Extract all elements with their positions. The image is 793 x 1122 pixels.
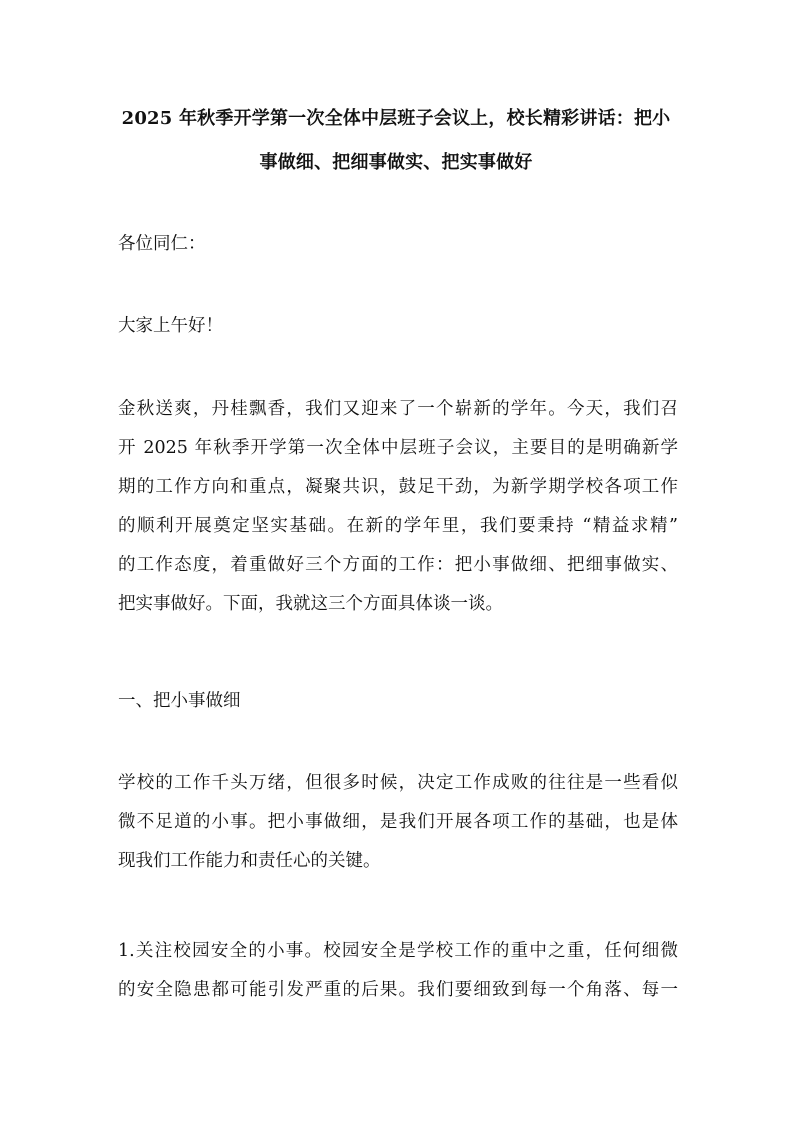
intro-paragraph (118, 390, 678, 624)
paragraph-line: 的工作态度，着重做好三个方面的工作：把小事做细、把细事做实、 (118, 555, 678, 575)
greeting (118, 307, 678, 346)
paragraph-line: 学校的工作千头万绪，但很多时候，决定工作成败的往往是一些看似 (118, 773, 678, 793)
paragraph-line: 金秋送爽，丹桂飘香，我们又迎来了一个崭新的学年。今天，我们召 (118, 399, 678, 419)
paragraph-line: 的安全隐患都可能引发严重的后果。我们要细致到每一个角落、每一 (118, 980, 678, 1000)
paragraph-line: 开 2025 年秋季开学第一次全体中层班子会议，主要目的是明确新学 (118, 438, 678, 458)
greeting-text: 大家上午好！ (118, 316, 223, 336)
document-title (116, 97, 676, 185)
title-line: 事做细、把细事做实、把实事做好 (259, 152, 533, 173)
paragraph-line: 微不足道的小事。把小事做细，是我们开展各项工作的基础，也是体 (118, 812, 678, 832)
paragraph-line: 现我们工作能力和责任心的关键。 (118, 851, 381, 871)
paragraph-line: 的顺利开展奠定坚实基础。在新的学年里，我们要秉持 “精益求精” (118, 516, 678, 536)
paragraph-line: 1.关注校园安全的小事。校园安全是学校工作的重中之重，任何细微 (118, 941, 678, 961)
salutation-text: 各位同仁： (118, 234, 206, 254)
point1-paragraph (118, 932, 678, 1010)
salutation (118, 225, 678, 264)
paragraph-line: 把实事做好。下面，我就这三个方面具体谈一谈。 (118, 594, 503, 614)
section1-paragraph (118, 764, 678, 881)
section-heading (118, 682, 678, 721)
paragraph-line: 期的工作方向和重点，凝聚共识，鼓足干劲，为新学期学校各项工作 (118, 477, 678, 497)
title-line: 2025 年秋季开学第一次全体中层班子会议上，校长精彩讲话：把小 (121, 108, 671, 129)
section-heading-text: 一、把小事做细 (118, 691, 241, 711)
